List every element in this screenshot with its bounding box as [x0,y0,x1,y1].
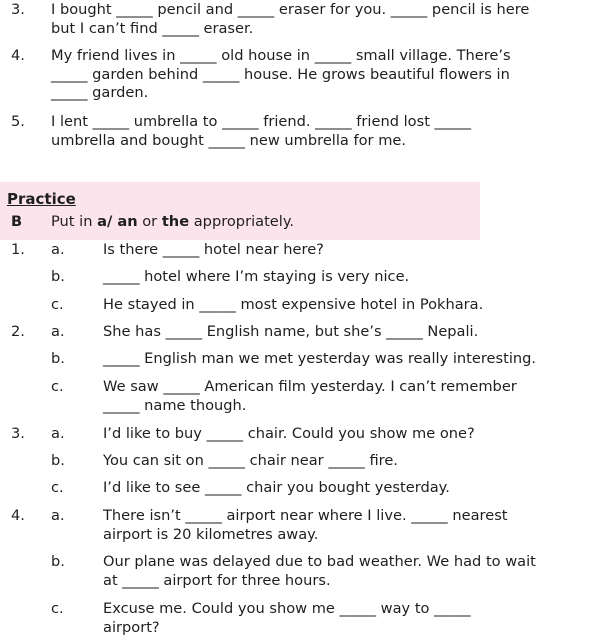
exercise-3-number: 3. [11,425,25,444]
exercise-4c-line-1: Excuse me. Could you show me _____ way to _____ [103,600,587,619]
item-3-text [51,1,587,38]
exercise-2c-letter: c. [51,378,64,397]
exercise-3a-letter: a. [51,425,65,444]
exercise-4c-line-2: airport? [103,619,587,637]
item-5-number: 5. [11,113,25,132]
exercise-1c-text: He stayed in _____ most expensive hotel in Pokhara. [103,296,587,315]
exercise-2b-text: _____ English man we met yesterday was really interesting. [103,350,587,369]
item-3-number: 3. [11,1,25,20]
exercise-3c-text: I’d like to see _____ chair you bought yesterday. [103,479,587,498]
exercise-4b-letter: b. [51,553,65,572]
instruction-text-or: or [138,213,162,230]
item-5-line-2: umbrella and bought _____ new umbrella for me. [51,132,587,151]
instruction-bold-a-an: a/ an [97,213,138,230]
exercise-2c-line-2: _____ name though. [103,397,587,416]
exercise-4c-letter: c. [51,600,64,619]
item-3-line-2: but I can’t find _____ eraser. [51,20,587,39]
exercise-4a-text [103,507,587,544]
item-5-line-1: I lent _____ umbrella to _____ friend. _____ friend lost _____ [51,113,587,132]
exercise-2c-text [103,378,587,415]
exercise-1-number: 1. [11,241,25,260]
exercise-4a-letter: a. [51,507,65,526]
exercise-2b-letter: b. [51,350,65,369]
exercise-2a-letter: a. [51,323,65,342]
item-4-line-2: _____ garden behind _____ house. He grows beautiful flowers in [51,66,587,85]
exercise-3a-text: I’d like to buy _____ chair. Could you show me one? [103,425,587,444]
item-3-line-1: I bought _____ pencil and _____ eraser for you. _____ pencil is here [51,1,587,20]
item-4-line-3: _____ garden. [51,84,587,103]
exercise-2a-text: She has _____ English name, but she’s _____ Nepali. [103,323,587,342]
practice-title: Practice [7,190,76,209]
exercise-1c-letter: c. [51,296,64,315]
exercise-3c-letter: c. [51,479,64,498]
exercise-4b-line-1: Our plane was delayed due to bad weather. We had to wait [103,553,587,572]
item-4-number: 4. [11,47,25,66]
exercise-letter: B [11,213,22,232]
exercise-4c-text [103,600,587,637]
instruction-bold-the: the [162,213,189,230]
item-5-text [51,113,587,150]
exercise-4b-text [103,553,587,590]
instruction-text: Put in [51,213,97,230]
instruction-text-end: appropriately. [189,213,294,230]
item-4-text [51,47,587,103]
exercise-2-number: 2. [11,323,25,342]
exercise-4b-line-2: at _____ airport for three hours. [103,572,587,591]
exercise-1a-letter: a. [51,241,65,260]
exercise-1b-letter: b. [51,268,65,287]
exercise-2c-line-1: We saw _____ American film yesterday. I can’t remember [103,378,587,397]
exercise-1b-text: _____ hotel where I’m staying is very nice. [103,268,587,287]
exercise-4a-line-1: There isn’t _____ airport near where I live. _____ nearest [103,507,587,526]
exercise-4a-line-2: airport is 20 kilometres away. [103,526,587,545]
exercise-instruction [51,213,294,232]
item-4-line-1: My friend lives in _____ old house in _____ small village. There’s [51,47,587,66]
exercise-3b-text: You can sit on _____ chair near _____ fire. [103,452,587,471]
exercise-3b-letter: b. [51,452,65,471]
exercise-4-number: 4. [11,507,25,526]
exercise-1a-text: Is there _____ hotel near here? [103,241,587,260]
